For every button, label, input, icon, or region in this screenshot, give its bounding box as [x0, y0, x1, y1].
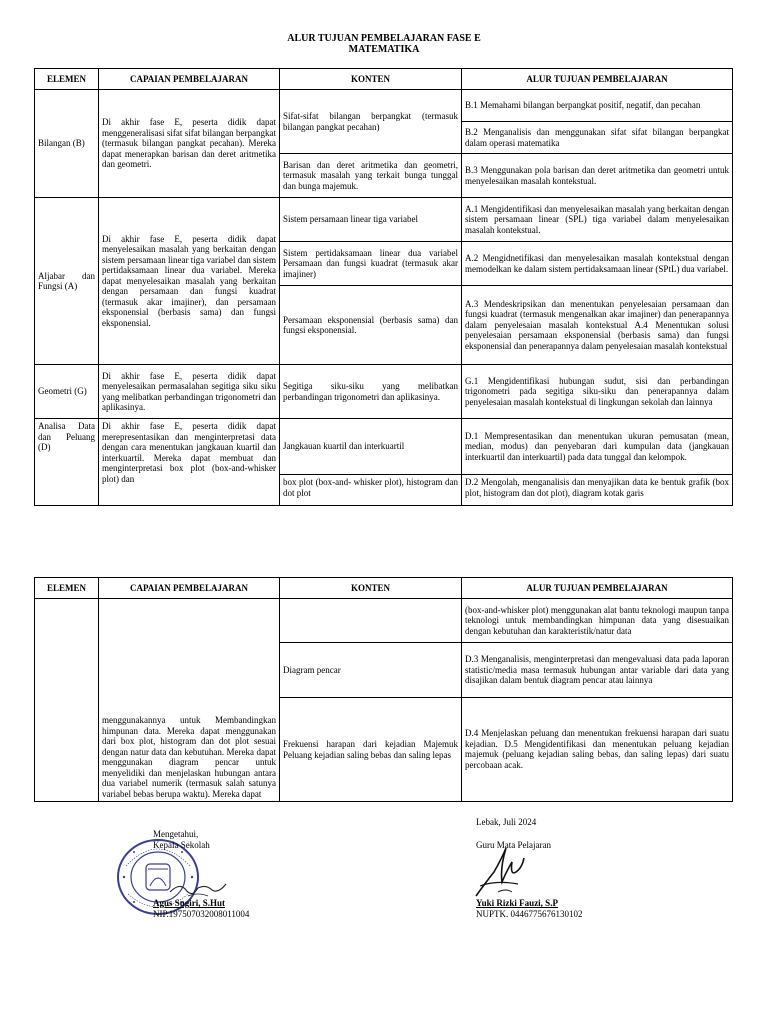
header-capaian: CAPAIAN PEMBELAJARAN	[99, 578, 280, 599]
konten-aljabar-1: Sistem persamaan linear tiga variabel	[280, 198, 462, 242]
elemen-aljabar: Aljabar dan Fungsi (A)	[35, 198, 99, 365]
left-signature-block	[153, 829, 210, 851]
table-header-row	[35, 578, 733, 599]
header-konten: KONTEN	[280, 578, 462, 599]
konten-analisa-1: Jangkauan kuartil dan interkuartil	[280, 419, 462, 475]
acknowledgement-label: Mengetahui,	[153, 829, 199, 839]
teacher-signature	[472, 842, 532, 900]
teacher-nuptk: NUPTK. 0446775676130102	[476, 909, 583, 919]
konten-bilangan-1: Sifat-sifat bilangan berpangkat (termasuk bilangan pangkat pecahan)	[280, 90, 462, 154]
konten-diagram-pencar: Diagram pencar	[280, 643, 462, 698]
konten-empty	[280, 599, 462, 643]
alur-a2: A.2 Mengidnetifikasi dan menyelesaikan masalah kontekstual dengan memodelkan ke dalam sistem pertidaksamaan linear (SPtL) dua variabel.	[462, 242, 733, 286]
table-row	[35, 90, 733, 122]
alur-b2: B.2 Menganalisis dan menggunakan sifat sifat bilangan berpangkat dalam operasi matematika	[462, 122, 733, 154]
elemen-analisa: Analisa Data dan Peluang (D)	[35, 419, 99, 506]
konten-aljabar-3: Persamaan eksponensial (berbasis sama) dan fungsi eksponensial.	[280, 286, 462, 365]
alur-a3-a4: A.3 Mendeskripsikan dan menentukan penyelesaian persamaan dan fungsi kuadrat (termasuk mengenalkan akar imajiner) dan penerapannya dalam penyelesaian masalah kontekstual A.4 Menentukan solusi penyelesaian persamaan eksponensial (berbasis sama) dan fungsi eksponensial dan penerapannya dalam penyelesaian masalah kontekstual	[462, 286, 733, 365]
elemen-empty	[35, 599, 99, 802]
capaian-geometri: Di akhir fase E, peserta didik dapat menyelesaikan permasalahan segitiga siku siku yang melibatkan perbandingan trigonometri dan aplikasinya.	[99, 365, 280, 419]
atp-table-page1	[34, 68, 733, 506]
header-alur: ALUR TUJUAN PEMBELAJARAN	[462, 578, 733, 599]
konten-aljabar-2: Sistem pertidaksamaan linear dua variabel Persamaan dan fungsi kuadrat (termasuk akar imajiner)	[280, 242, 462, 286]
konten-analisa-2: box plot (box-and- whisker plot), histogram dan dot plot	[280, 475, 462, 506]
header-elemen: ELEMEN	[35, 69, 99, 90]
konten-bilangan-2: Barisan dan deret aritmetika dan geometri, termasuk masalah yang terkait bunga tunggal dan bunga majemuk.	[280, 154, 462, 198]
atp-table-page2	[34, 577, 733, 802]
alur-d2-cont: (box-and-whisker plot) menggunakan alat bantu teknologi maupun tanpa teknologi untuk membandingkan himpunan data yang disesuaikan dengan kebutuhan dan karakteristik/natur data	[462, 599, 733, 643]
headmaster-nip: NIP.197507032008011004	[153, 909, 250, 919]
alur-b1: B.1 Memahami bilangan berpangkat positif, negatif, dan pecahan	[462, 90, 733, 122]
header-elemen: ELEMEN	[35, 578, 99, 599]
header-capaian: CAPAIAN PEMBELAJARAN	[99, 69, 280, 90]
alur-d1: D.1 Mempresentasikan dan menentukan ukuran pemusatan (mean, median, modus) dan penyebaran dari kumpulan data (jangkauan interkuartil dan interkuartil) pada data tunggal dan kelompok.	[462, 419, 733, 475]
capaian-analisa: Di akhir fase E, peserta didik dapat merepresentasikan dan menginterpretasi data dengan cara menentukan jangkauan kuartil dan interkuartil. Mereka dapat membuat dan menginterpretasi box plot (box-and-whisker plot) dan	[99, 419, 280, 506]
header-konten: KONTEN	[280, 69, 462, 90]
document-subtitle: MATEMATIKA	[348, 44, 420, 55]
alur-d4-d5: D.4 Menjelaskan peluang dan menentukan frekuensi harapan dari suatu kejadian. D.5 Mengidentifikasi dan menentukan peluang kejadian majemuk (peluang kejadian saling bebas, dan saling lepas) dari suatu percobaan acak.	[462, 698, 733, 802]
table-row	[35, 599, 733, 643]
headmaster-title: Kepala Sekolah	[153, 840, 210, 850]
table-row	[35, 198, 733, 242]
alur-g1: G.1 Mengidentifikasi hubungan sudut, sisi dan perbandingan trigonometri pada segitiga siku-siku dan penerapannya dalam penyelesaian masalah kontekstual di lingkungan sekolah dan lainnya	[462, 365, 733, 419]
document-title: ALUR TUJUAN PEMBELAJARAN FASE E	[287, 33, 481, 44]
capaian-bilangan: Di akhir fase E, peserta didik dapat menggeneralisasi sifat sifat bilangan berpangkat (termasuk bilangan pangkat pecahan). Mereka dapat menerapkan barisan dan deret aritmetika dan geometri.	[99, 90, 280, 198]
alur-b3: B.3 Menggunakan pola barisan dan deret aritmetika dan geometri untuk menyelesaikan masalah kontekstual.	[462, 154, 733, 198]
capaian-analisa-cont: menggunakannya untuk Membandingkan himpunan data. Mereka dapat menggunakan dari box plot, histogram dan dot plot sesuai dengan natur data dan kebutuhan. Mereka dapat menggunakan diagram pencar untuk menyelidiki dan menjelaskan hubungan antara dua variabel numerik (termasuk salah satunya variabel bebas berupa waktu). Mereka dapat	[99, 599, 280, 802]
alur-d3: D.3 Menganalisis, menginterpretasi dan mengevaluasi data pada laporan statistic/media masa termasuk hubungan antar variable dari data yang disajikan dalam bentuk diagram pencar atau lainnya	[462, 643, 733, 698]
teacher-role: Guru Mata Pelajaran	[476, 840, 551, 850]
right-signature-name-block	[476, 898, 583, 920]
table-row	[35, 365, 733, 419]
capaian-aljabar: Di akhir fase E, peserta didik dapat menyelesaikan masalah yang berkaitan dengan sistem persamaan linear tiga variabel dan sistem pertidaksamaan linear dua variabel. Mereka dapat menyelesaikan masalah yang berkaitan dengan persamaan dan fungsi kuadrat (termasuk akar imajiner), dan persamaan eksponensial (berbasis sama) dan fungsi eksponensial.	[99, 198, 280, 365]
teacher-name: Yuki Rizki Fauzi, S.P	[476, 898, 558, 908]
left-signature-name-block	[153, 898, 249, 920]
headmaster-name: Agus Sugiri, S.Hut	[153, 898, 226, 908]
table-header-row	[35, 69, 733, 90]
alur-d2: D.2 Mengolah, menganalisis dan menyajikan data ke bentuk grafik (box plot, histogram dan dot plot), diagram kotak garis	[462, 475, 733, 506]
elemen-geometri: Geometri (G)	[35, 365, 99, 419]
konten-peluang: Frekuensi harapan dari kejadian Majemuk Peluang kejadian saling bebas dan saling lepas	[280, 698, 462, 802]
header-alur: ALUR TUJUAN PEMBELAJARAN	[462, 69, 733, 90]
konten-geometri: Segitiga siku-siku yang melibatkan perbandingan trigonometri dan aplikasinya.	[280, 365, 462, 419]
table-row	[35, 419, 733, 475]
elemen-bilangan: Bilangan (B)	[35, 90, 99, 198]
place-date: Lebak, Juli 2024	[476, 817, 537, 827]
alur-a1: A.1 Mengidentifikasi dan menyelesaikan masalah yang berkaitan dengan sistem persamaan linear (SPL) tiga variabel dalam menyelesaikan masalah kontekstual.	[462, 198, 733, 242]
